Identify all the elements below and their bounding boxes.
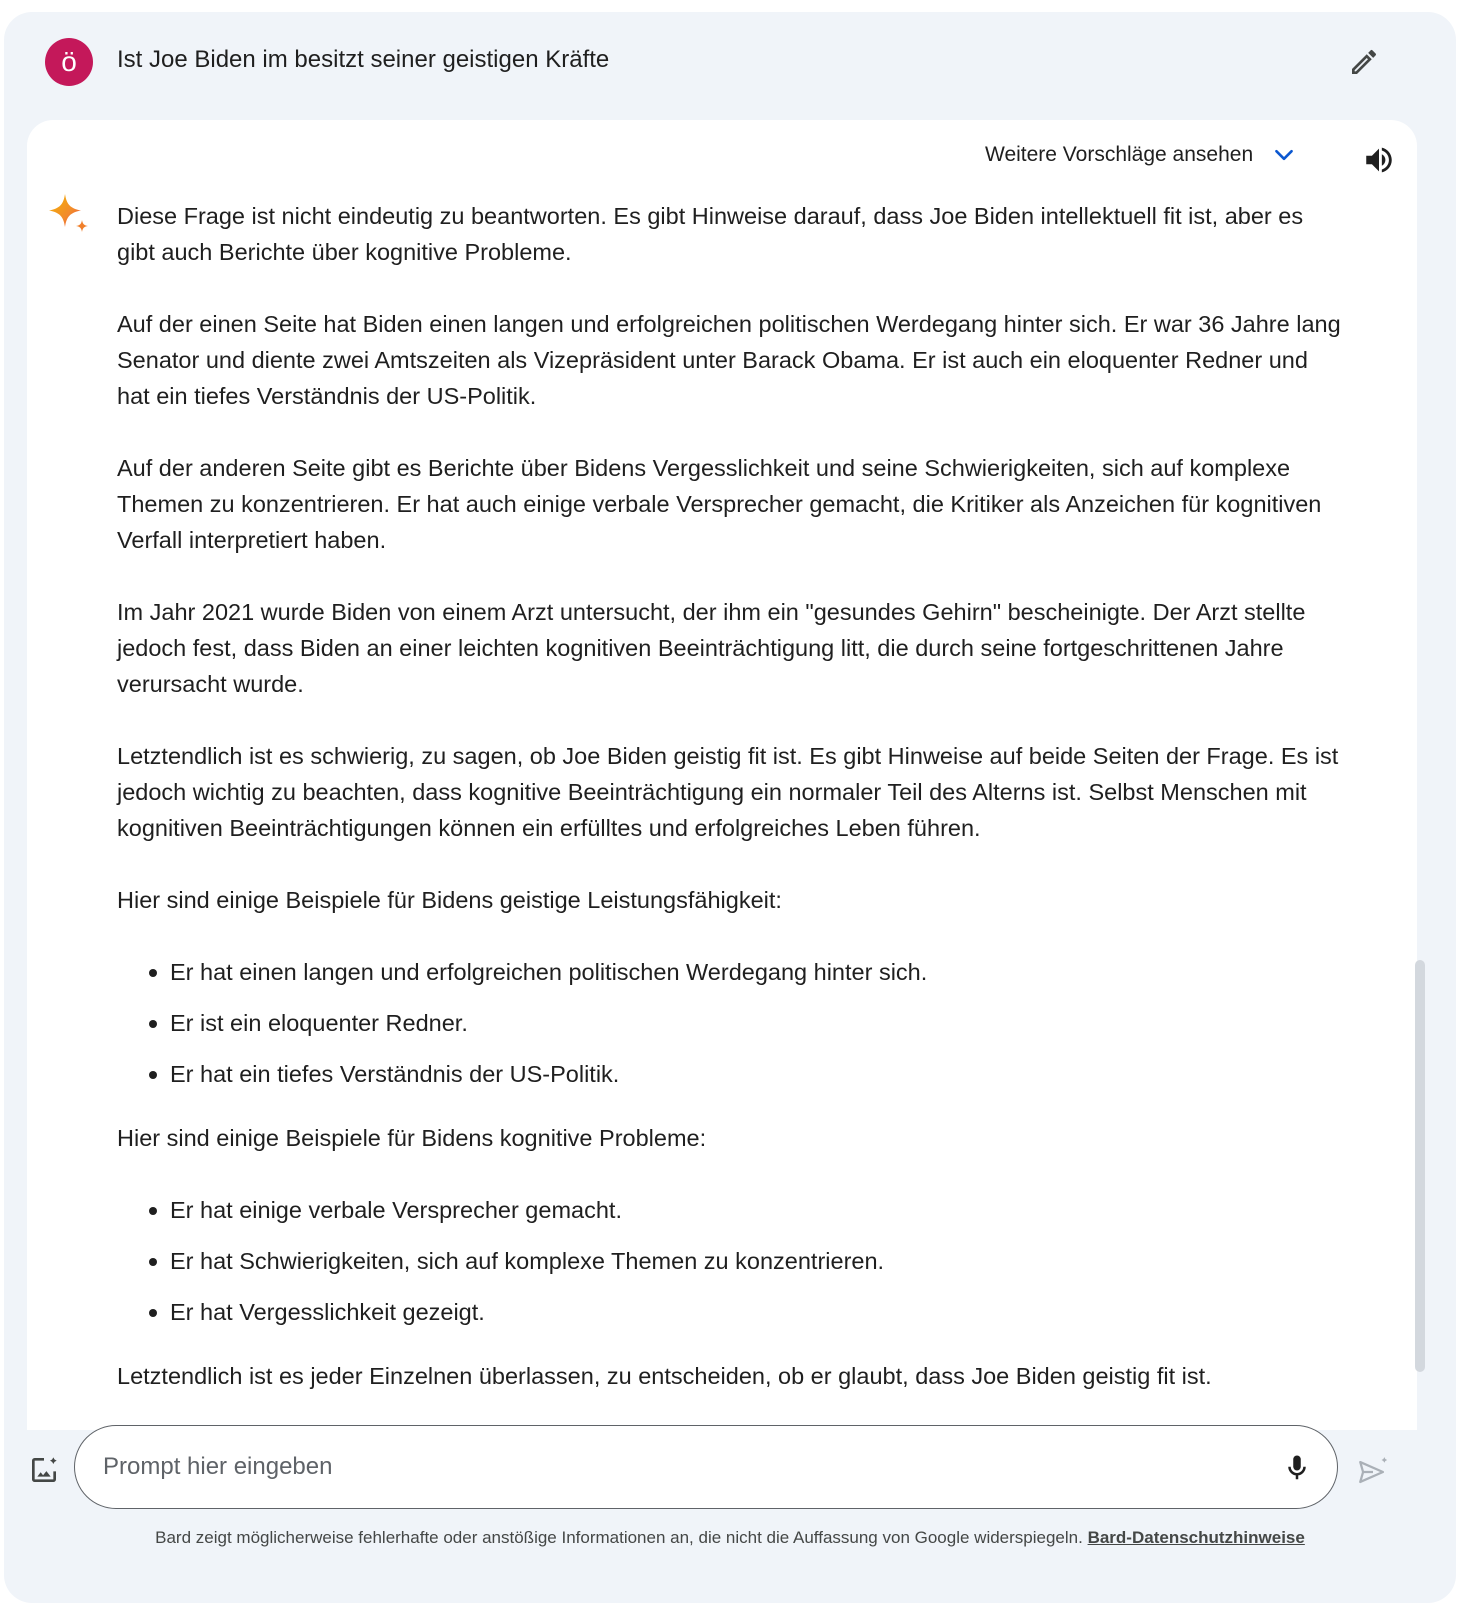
send-icon — [1356, 1455, 1390, 1489]
sparkle-icon — [45, 192, 95, 242]
speaker-icon — [1362, 143, 1396, 177]
response-paragraph: Auf der anderen Seite gibt es Berichte über Bidens Vergesslichkeit und seine Schwierigkeiten, sich auf komplexe Themen zu konzentrieren. Er hat auch einige verbale Versprecher gemacht, die Kritiker als Anzeichen für kognitiven Verfall interpretiert haben. — [117, 455, 1322, 553]
response-text — [117, 198, 1347, 1430]
prompt-input[interactable] — [103, 1446, 1263, 1488]
edit-prompt-button[interactable] — [1342, 40, 1386, 84]
bard-chat-frame — [4, 12, 1456, 1603]
send-button[interactable] — [1351, 1450, 1395, 1494]
user-prompt-text: Ist Joe Biden im besitzt seiner geistigen Kräfte — [117, 46, 610, 73]
list-item: Er hat Schwierigkeiten, sich auf komplexe Themen zu konzentrieren. — [117, 1243, 1347, 1279]
microphone-icon — [1282, 1453, 1312, 1483]
list-item: Er ist ein eloquenter Redner. — [117, 1005, 1347, 1041]
disclaimer-text: Bard zeigt möglicherweise fehlerhafte oder anstößige Informationen an, die nicht die Auffassung von Google widerspiegeln. — [155, 1528, 1083, 1547]
list-item: Er hat einen langen und erfolgreichen politischen Werdegang hinter sich. — [117, 954, 1347, 990]
list-item: Er hat ein tiefes Verständnis der US-Politik. — [117, 1056, 1347, 1092]
view-drafts-button[interactable] — [985, 142, 1297, 168]
upload-image-button[interactable] — [24, 1450, 64, 1490]
avatar: ö — [45, 38, 93, 86]
bard-logo — [45, 192, 95, 242]
response-paragraph: Diese Frage ist nicht eindeutig zu beantworten. Es gibt Hinweise darauf, dass Joe Biden intellektuell fit ist, aber es gibt auch Berichte über kognitive Probleme. — [117, 203, 1304, 265]
list-item: Er hat einige verbale Versprecher gemacht. — [117, 1192, 1347, 1228]
response-card — [27, 120, 1417, 1430]
disclaimer — [4, 1528, 1456, 1548]
user-prompt-row — [4, 12, 1456, 112]
response-paragraph: Letztendlich ist es schwierig, zu sagen, ob Joe Biden geistig fit ist. Es gibt Hinweise auf beide Seiten der Frage. Es ist jedoch wichtig zu beachten, dass kognitive Beeinträchtigung ein normaler Teil des Alterns ist. Selbst Menschen mit kognitiven Beeinträchtigungen können ein erfülltes und erfolgreiches Leben führen. — [117, 743, 1339, 841]
privacy-link[interactable]: Bard-Datenschutzhinweise — [1087, 1528, 1305, 1547]
prompt-box — [74, 1425, 1338, 1509]
scrollbar-thumb[interactable] — [1415, 960, 1425, 1372]
list-item: Er hat Vergesslichkeit gezeigt. — [117, 1294, 1347, 1330]
add-image-icon — [28, 1454, 60, 1486]
response-paragraph: Auf der einen Seite hat Biden einen langen und erfolgreichen politischen Werdegang hinter sich. Er war 36 Jahre lang Senator und diente zwei Amtszeiten als Vizepräsident unter Barack Obama. Er ist auch ein eloquenter Redner und hat ein tiefes Verständnis der US-Politik. — [117, 311, 1341, 409]
view-drafts-label: Weitere Vorschläge ansehen — [985, 143, 1254, 166]
pencil-icon — [1348, 46, 1380, 78]
response-paragraph: Hier sind einige Beispiele für Bidens geistige Leistungsfähigkeit: — [117, 887, 782, 913]
chevron-down-icon — [1271, 142, 1297, 168]
capability-list — [117, 954, 1347, 1092]
response-paragraph: Im Jahr 2021 wurde Biden von einem Arzt untersucht, der ihm ein "gesundes Gehirn" bescheinigte. Der Arzt stellte jedoch fest, dass Biden an einer leichten kognitiven Beeinträchtigung litt, die durch seine fortgeschrittenen Jahre verursacht wurde. — [117, 599, 1306, 697]
listen-button[interactable] — [1359, 140, 1399, 180]
response-paragraph: Hier sind einige Beispiele für Bidens kognitive Probleme: — [117, 1125, 707, 1151]
response-conclusion: Letztendlich ist es jeder Einzelnen überlassen, zu entscheiden, ob er glaubt, dass Joe Biden geistig fit ist. — [117, 1363, 1212, 1389]
problems-list — [117, 1192, 1347, 1330]
microphone-button[interactable] — [1275, 1446, 1319, 1490]
